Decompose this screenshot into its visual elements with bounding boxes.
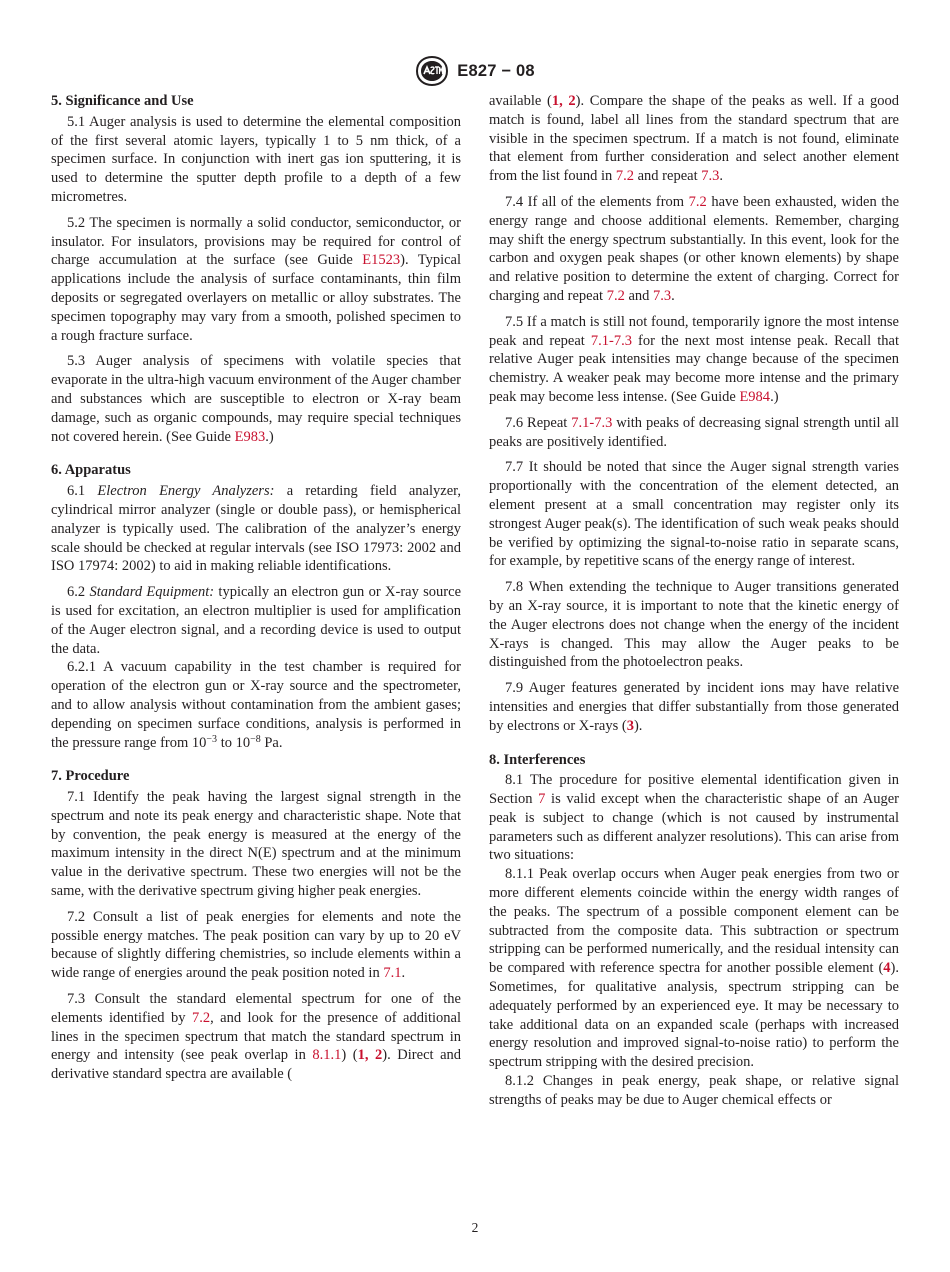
paragraph-7-2 bbox=[51, 908, 461, 983]
text-run: a retarding field analyzer, cylindrical mirror analyzer (single or double pass), or hemispherical analyzer is typically used. The calibration of the analyzer’s energy scale should be checked at regular intervals (see ISO 17973: 2002 and ISO 17974: 2002) to aid in making reliable identifications. bbox=[51, 483, 462, 575]
text-run: 7.9 Auger features generated by incident ions may have relative intensities and energies that differ substantially from those generated by electrons or X-rays ( bbox=[489, 680, 899, 734]
right-column bbox=[489, 92, 899, 1110]
paragraph-7-3 bbox=[51, 990, 461, 1084]
text-run: for the next most intense peak. Recall that relative Auger peak intensities may change because of the specimen chemistry. A weaker peak may become more intense and the primary peak may become less intense. (See Guide bbox=[489, 332, 899, 405]
paragraph-8-1-2: 8.1.2 Changes in peak energy, peak shape, or relative signal strengths of peaks may be due to Auger chemical effects or bbox=[489, 1073, 899, 1108]
link-7-1[interactable]: 7.1 bbox=[383, 965, 402, 982]
text-run: . bbox=[719, 168, 723, 185]
link-7-2[interactable]: 7.2 bbox=[606, 287, 625, 304]
exponent: −3 bbox=[206, 733, 218, 745]
link-7-2[interactable]: 7.2 bbox=[615, 168, 634, 185]
link-7-1-7-3[interactable]: 7.1-7.3 bbox=[571, 414, 613, 431]
text-run: have been exhausted, widen the energy range and choose additional elements. Remember, charging may shift the energy spectrum substantially. In this event, look for the carbon and oxygen peak shapes (or other known elements) by shape and relative position to determine the extent of charging. Correct for charging and repeat bbox=[489, 193, 900, 304]
text-run: ). Sometimes, for qualitative analysis, spectrum stripping can be adequately performed by an experienced eye. It may be necessary to take additional data on an expanded scale (perhaps with increased energy resolution and improved signal-to-noise ratio) to perform the spectrum stripping with the desired precision. bbox=[489, 960, 899, 1071]
paragraph-8-1 bbox=[489, 771, 899, 865]
text-run: 8.1.1 Peak overlap occurs when Auger peak energies from two or more different elements coincide within the energy width ranges of the peaks. The spectrum of a possible component element can be subtracted from the composite data. This subtraction or spectrum stripping can be performed numerically, and the residual intensity can be compared with reference spectra for another possible element ( bbox=[489, 866, 899, 977]
reference-link[interactable]: 1, 2 bbox=[357, 1047, 383, 1064]
astm-logo-icon bbox=[415, 55, 449, 87]
paragraph-7-5 bbox=[489, 313, 899, 407]
text-run: , and look for the presence of additional lines in the specimen spectrum that match the standard spectrum in energy and intensity (see peak overlap in bbox=[51, 1009, 461, 1064]
text-run: and repeat bbox=[634, 168, 702, 185]
text-run: 7.6 Repeat bbox=[505, 414, 572, 431]
paragraph-7-7: 7.7 It should be noted that since the Auger signal strength varies proportionally with the concentration of the element detected, an element present at a small concentration may register only its strongest Auger peak(s). The identification of such weak peaks should be verified by optimizing the signal-to-noise ratio in separate scans, for example, by repetitive scans of the energy range of interest. bbox=[489, 459, 899, 570]
text-run: . bbox=[401, 965, 406, 982]
text-run: and bbox=[624, 287, 654, 304]
paragraph-7-3-continued bbox=[489, 92, 899, 186]
section-6-heading: 6. Apparatus bbox=[51, 462, 131, 479]
text-run: to 10 bbox=[217, 734, 251, 751]
text-run: with peaks of decreasing signal strength until all peaks are positively identified. bbox=[489, 414, 899, 450]
paragraph-7-9 bbox=[489, 679, 899, 735]
text-run: available ( bbox=[489, 93, 552, 109]
page-header bbox=[0, 54, 950, 88]
text-run: 7.2 Consult a list of peak energies for elements and note the possible energy matches. The peak position can vary by up to 20 eV because of slightly differing chemistries, so include elements within a wide range of energies around the peak position noted in bbox=[51, 908, 461, 982]
standard-designation: E827 − 08 bbox=[457, 61, 535, 80]
link-8-1-1[interactable]: 8.1.1 bbox=[312, 1047, 342, 1064]
text-run: 5.2 The specimen is normally a solid conductor, semiconductor, or insulator. For insulators, provisions may be required for control of charge accumulation at the surface (see Guide bbox=[51, 214, 461, 269]
link-7-3[interactable]: 7.3 bbox=[653, 287, 672, 304]
text-run: 5.3 Auger analysis of specimens with volatile species that evaporate in the ultra-high vacuum environment of the Auger chamber and substances which are susceptible to electron or X-ray beam damage, such as organic compounds, may require special techniques not covered herein. (See Guide bbox=[51, 353, 461, 445]
text-run: ) ( bbox=[341, 1047, 358, 1064]
text-run: 7.5 If a match is still not found, temporarily ignore the most intense peak and repeat bbox=[489, 313, 899, 349]
link-7-1-7-3[interactable]: 7.1-7.3 bbox=[590, 332, 632, 349]
reference-link[interactable]: 3 bbox=[626, 717, 634, 734]
link-e984[interactable]: E984 bbox=[739, 388, 771, 405]
link-section-7[interactable]: 7 bbox=[538, 791, 546, 808]
paragraph-5-1: 5.1 Auger analysis is used to determine the elemental composition of the first several atomic layers, typically 1 to 5 nm thick, of a specimen surface. In conjunction with inert gas ion sputtering, it is used to determine the sputter depth profile to a depth of a few micrometres. bbox=[51, 113, 461, 205]
paragraph-7-1: 7.1 Identify the peak having the largest signal strength in the spectrum and note its peak energy and characteristic shape. Note that by convention, the peak energy is measured at the energy of the maximum intensity in the direct N(E) spectrum and at the minimum value in the derivative spectrum. These two energies will not be the same, with the derivative spectrum giving higher peak energies. bbox=[51, 789, 461, 900]
link-7-2[interactable]: 7.2 bbox=[688, 193, 707, 210]
page-number: 2 bbox=[471, 1220, 479, 1235]
text-run: 7.4 If all of the elements from bbox=[505, 193, 689, 210]
exponent: −8 bbox=[250, 733, 261, 745]
text-run: ). Compare the shape of the peaks as well. If a good match is found, label all lines from the standard spectrum that are visible in the specimen spectrum. If a match is not found, eliminate that element from further consideration and select another element from the list found in bbox=[489, 93, 900, 185]
text-run: . bbox=[671, 287, 675, 304]
text-run: ). Direct and derivative standard spectra are available ( bbox=[51, 1047, 462, 1083]
paragraph-5-3 bbox=[51, 352, 461, 446]
paragraph-7-8: 7.8 When extending the technique to Auger transitions generated by an X-ray source, it is important to note that the kinetic energy of the Auger electrons does not change when the energy of the incident X-rays is changed. This may allow the Auger peaks to be distinguished from the photoelectron peaks. bbox=[489, 579, 899, 671]
link-7-3[interactable]: 7.3 bbox=[701, 168, 720, 185]
reference-link[interactable]: 4 bbox=[883, 960, 891, 977]
paragraph-6-2 bbox=[51, 583, 461, 658]
paragraph-title: Standard Equipment: bbox=[89, 584, 215, 601]
paragraph-5-2 bbox=[51, 214, 461, 346]
link-e1523[interactable]: E1523 bbox=[362, 252, 401, 269]
text-run: 8.1 The procedure for positive elemental identification given in Section bbox=[489, 772, 899, 808]
paragraph-7-4 bbox=[489, 193, 899, 306]
section-8-heading: 8. Interferences bbox=[489, 751, 586, 768]
text-run: typically an electron gun or X-ray source is used for excitation, an electron multiplier is used for amplification of the Auger electron signal, and a recording device is used to output the data. bbox=[51, 584, 462, 657]
text-run: Pa. bbox=[260, 734, 283, 751]
text-run: ). bbox=[633, 717, 643, 734]
text-run: is valid except when the characteristic shape of an Auger peak is subject to change (which is not caused by instrumental parameters such as different analyzer resolutions). This can arise from two situations: bbox=[489, 791, 899, 864]
paragraph-6-1 bbox=[51, 482, 461, 576]
reference-link[interactable]: 1, 2 bbox=[551, 93, 576, 109]
text-run: 6.1 bbox=[67, 483, 98, 500]
link-e983[interactable]: E983 bbox=[234, 428, 266, 445]
text-run: ). Typical applications include the analysis of surface contaminants, thin film deposits or segregated overlayers on metallic or alloy substrates. The specimen topography may vary from a smooth, polished specimen to a rough fracture surface. bbox=[51, 252, 461, 344]
text-run: 6.2.1 A vacuum capability in the test chamber is required for operation of the electron gun or X-ray source and the spectrometer, and to allow analysis without contamination from the ambient gases; depending on specimen surface conditions, analysis is performed in the pressure range from 10 bbox=[51, 659, 461, 751]
section-7-heading: 7. Procedure bbox=[51, 768, 130, 785]
text-run: .) bbox=[265, 428, 274, 445]
paragraph-6-2-1 bbox=[51, 658, 461, 752]
section-5-heading: 5. Significance and Use bbox=[51, 93, 194, 109]
paragraph-7-6 bbox=[489, 414, 899, 452]
text-run: 6.2 bbox=[67, 584, 90, 601]
left-column bbox=[51, 92, 461, 1084]
paragraph-8-1-1 bbox=[489, 865, 899, 1072]
text-run: 7.3 Consult the standard elemental spectrum for one of the elements identified by bbox=[51, 991, 461, 1026]
text-run: .) bbox=[770, 388, 779, 405]
paragraph-title: Electron Energy Analyzers: bbox=[97, 483, 275, 500]
link-7-2[interactable]: 7.2 bbox=[191, 1009, 211, 1026]
